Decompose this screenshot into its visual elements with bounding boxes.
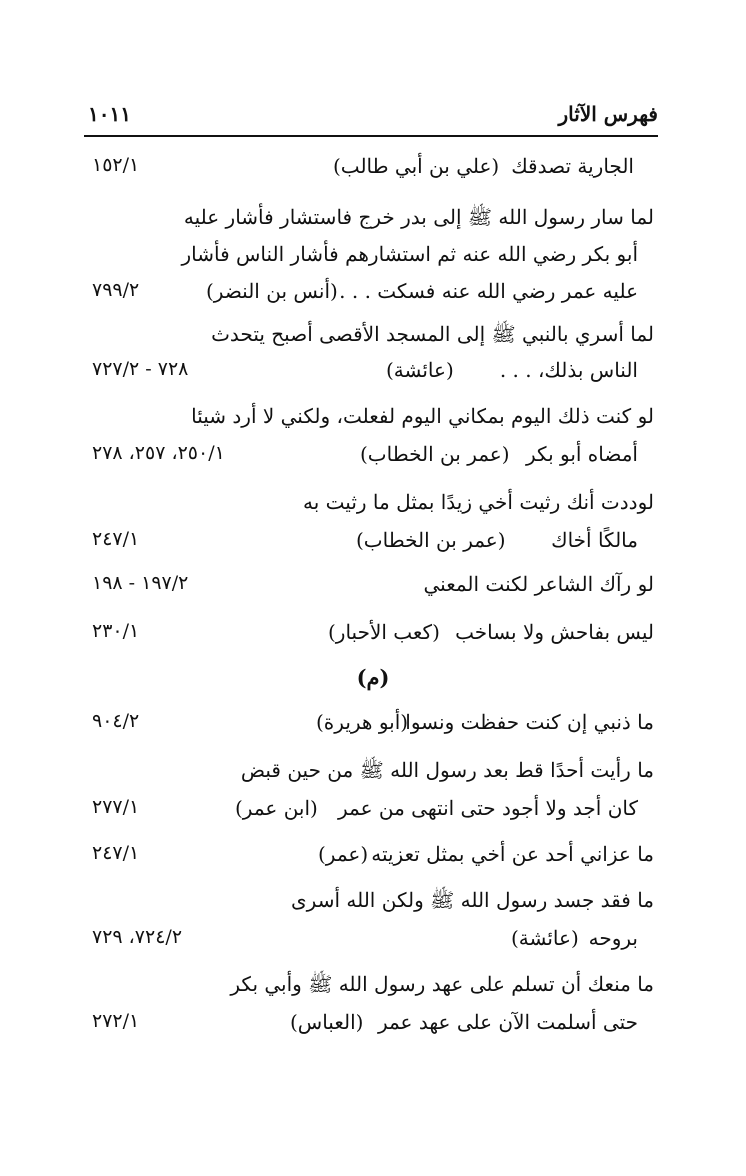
entry-reference: ١٥٢/١: [92, 154, 140, 176]
entry-line: ما فقد جسد رسول الله ﷺ ولكن الله أسرى: [291, 888, 654, 912]
entry-author: (العباس): [290, 1010, 364, 1034]
entry-reference: ٢٥٠/١، ٢٥٧، ٢٧٨: [92, 442, 225, 464]
entry-line: ما عزاني أحد عن أخي بمثل تعزيته: [371, 842, 654, 866]
entry-author: (عمر): [318, 842, 369, 866]
entry-reference: ٧٢٨ - ٧٢٧/٢: [92, 358, 189, 380]
entry-author: (أبو هريرة): [316, 710, 409, 734]
entry-author: (عمر بن الخطاب): [356, 528, 506, 552]
entry-author: (أنس بن النضر): [206, 279, 338, 303]
entry-reference: ٢٤٧/١: [92, 842, 140, 864]
entry-author: (عمر بن الخطاب): [360, 442, 510, 466]
page-title: فهرس الآثار: [558, 102, 658, 126]
entry-reference: ١٩٧/٢ - ١٩٨: [92, 572, 189, 594]
entry-author: (علي بن أبي طالب): [333, 154, 500, 178]
entry-line: ما رأيت أحدًا قط بعد رسول الله ﷺ من حين قبض: [240, 758, 654, 782]
entry-author: (عائشة): [511, 926, 579, 950]
entry-line: ما ذنبي إن كنت حفظت ونسوا: [405, 710, 654, 734]
entry-reference: ٢٣٠/١: [92, 620, 140, 642]
section-letter: (م): [356, 665, 390, 690]
entry-author: (عائشة): [386, 358, 454, 382]
entry-line: لما أسري بالنبي ﷺ إلى المسجد الأقصى أصبح يتحدث: [211, 322, 654, 346]
entry-line: الجارية تصدقك: [511, 154, 634, 178]
entry-line: أمضاه أبو بكر: [525, 442, 638, 466]
entry-reference: ٢٧٧/١: [92, 796, 140, 818]
entry-line: لو رآك الشاعر لكنت المعني: [423, 572, 654, 596]
entry-line: لو كنت ذلك اليوم بمكاني اليوم لفعلت، ولكني لا أرد شيئا: [191, 404, 654, 428]
entry-reference: ٢٧٢/١: [92, 1010, 140, 1032]
entry-line: ما منعك أن تسلم على عهد رسول الله ﷺ وأبي بكر: [230, 972, 654, 996]
entry-line: كان أجد ولا أجود حتى انتهى من عمر: [337, 796, 638, 820]
entry-line: ليس بفاحش ولا بساخب: [455, 620, 654, 644]
entry-reference: ٧٢٤/٢، ٧٢٩: [92, 926, 183, 948]
entry-line: مالكًا أخاك: [551, 528, 638, 552]
entry-reference: ٧٩٩/٢: [92, 279, 140, 301]
entry-line: حتى أسلمت الآن على عهد عمر: [377, 1010, 638, 1034]
entry-reference: ٩٠٤/٢: [92, 710, 140, 732]
entry-author: (كعب الأحبار): [328, 620, 440, 644]
page-number: ١٠١١: [88, 102, 131, 126]
entry-line: لوددت أنك رثيت أخي زيدًا بمثل ما رثيت به: [303, 490, 654, 514]
entry-line: بروحه: [588, 926, 638, 950]
entry-line: لما سار رسول الله ﷺ إلى بدر خرج فاستشار فأشار عليه: [183, 205, 654, 229]
header-divider: [84, 135, 658, 137]
entry-line: أبو بكر رضي الله عنه ثم استشارهم فأشار الناس فأشار: [181, 242, 638, 266]
entry-author: (ابن عمر): [235, 796, 318, 820]
entry-line: الناس بذلك، . . .: [499, 358, 638, 382]
entry-line: عليه عمر رضي الله عنه فسكت . . .: [339, 279, 638, 303]
entry-reference: ٢٤٧/١: [92, 528, 140, 550]
